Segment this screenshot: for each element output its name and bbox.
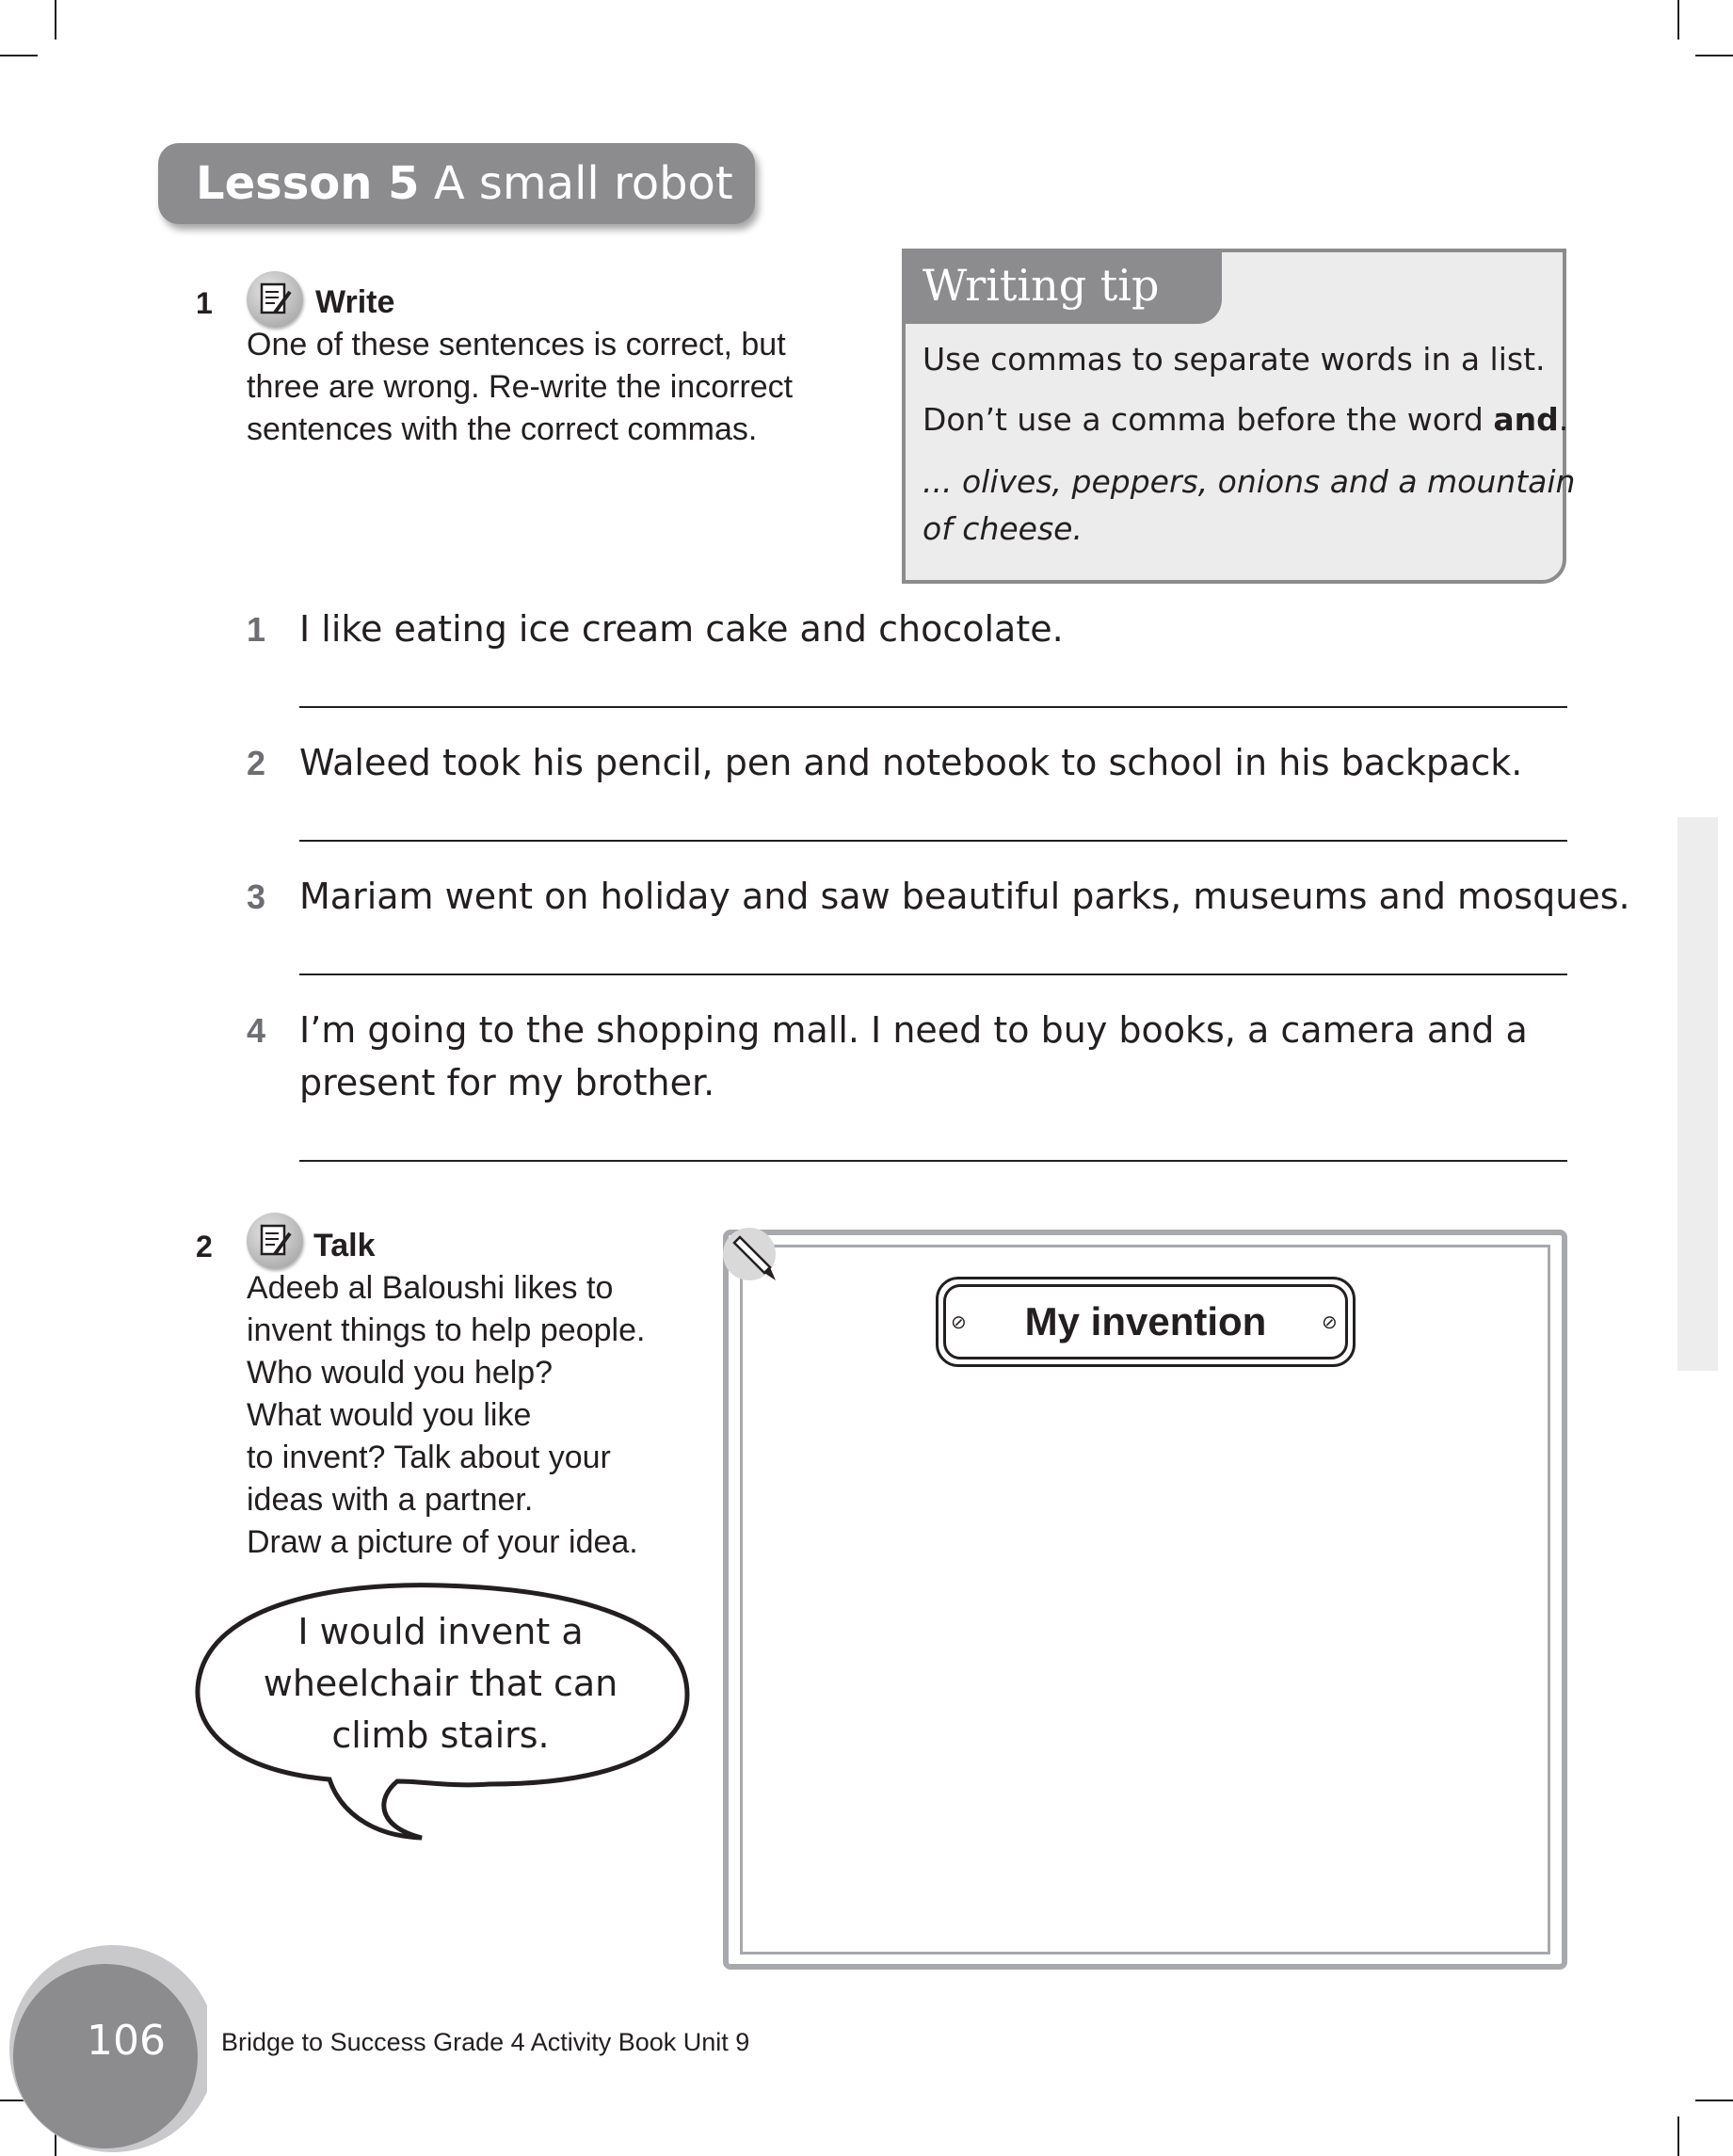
answer-line[interactable] xyxy=(299,840,1567,842)
sentence-text: present for my brother. xyxy=(299,1062,715,1103)
page-number: 106 xyxy=(87,2017,166,2065)
bubble-line: climb stairs. xyxy=(331,1714,550,1756)
sentence-number: 4 xyxy=(247,1011,266,1050)
instruction-text xyxy=(247,324,849,451)
pencil-icon xyxy=(721,1226,781,1286)
notepad-pencil-icon xyxy=(247,1213,303,1269)
instruction-text xyxy=(247,1267,698,1564)
crop-mark xyxy=(1695,2100,1733,2101)
screw-icon: ⊘ xyxy=(951,1312,967,1333)
invention-title xyxy=(943,1284,1348,1360)
tip-text: Don’t use a comma before the word xyxy=(923,401,1494,438)
instruction-line: Who would you help? xyxy=(247,1355,554,1391)
instruction-line: sentences with the correct commas. xyxy=(247,411,758,447)
footer-book-title xyxy=(221,2028,749,2057)
crop-mark xyxy=(55,0,56,40)
answer-line[interactable] xyxy=(299,1160,1567,1162)
speech-bubble-text xyxy=(252,1606,629,1762)
tip-text: . xyxy=(1558,401,1569,438)
tip-example: ... olives, peppers, onions and a mountain xyxy=(923,463,1576,500)
lesson-label: Lesson 5 xyxy=(196,157,420,210)
sentence-number: 1 xyxy=(247,610,266,649)
instruction-line: ideas with a partner. xyxy=(247,1482,534,1518)
instruction-line: One of these sentences is correct, but xyxy=(247,327,786,362)
footer-prefix: Bridge to Success xyxy=(221,2028,434,2056)
bubble-line: wheelchair that can xyxy=(263,1663,618,1704)
answer-line[interactable] xyxy=(299,973,1567,975)
instruction-line: What would you like xyxy=(247,1397,532,1433)
lesson-title: A small robot xyxy=(433,157,733,210)
crop-mark xyxy=(1677,2116,1679,2156)
crop-mark xyxy=(1695,55,1733,56)
footer-grade-unit: Grade 4 Activity Book Unit 9 xyxy=(433,2028,750,2056)
screw-icon: ⊘ xyxy=(1322,1312,1338,1333)
side-tab xyxy=(1677,817,1718,1371)
lesson-header xyxy=(158,143,755,224)
crop-mark xyxy=(1677,0,1679,40)
instruction-line: to invent? Talk about your xyxy=(247,1440,611,1475)
tip-line xyxy=(923,401,1568,438)
crop-mark xyxy=(0,55,38,56)
tip-example: of cheese. xyxy=(923,510,1083,547)
answer-line[interactable] xyxy=(299,706,1567,708)
tip-bold-word: and xyxy=(1493,401,1559,438)
instruction-line: three are wrong. Re-write the incorrect xyxy=(247,369,794,405)
writing-tip-title: Writing tip xyxy=(902,249,1222,324)
exercise-number: 1 xyxy=(196,286,213,320)
sentence-text: Mariam went on holiday and saw beautiful parks, museums and mosques. xyxy=(299,876,1630,917)
instruction-line: Draw a picture of your idea. xyxy=(247,1524,638,1560)
bubble-line: I would invent a xyxy=(297,1611,584,1652)
instruction-line: invent things to help people. xyxy=(247,1312,646,1348)
sentence-text: I like eating ice cream cake and chocolate. xyxy=(299,608,1064,650)
invention-title-text: My invention xyxy=(1024,1299,1267,1343)
notepad-pencil-icon xyxy=(247,271,303,328)
sentence-text: I’m going to the shopping mall. I need to buy books, a camera and a xyxy=(299,1009,1528,1051)
sentence-number: 3 xyxy=(247,877,266,916)
instruction-line: Adeeb al Baloushi likes to xyxy=(247,1270,614,1306)
sentence-text: Waleed took his pencil, pen and notebook to school in his backpack. xyxy=(299,742,1523,783)
tip-line: Use commas to separate words in a list. xyxy=(923,341,1546,378)
exercise-number: 2 xyxy=(196,1230,213,1263)
sentence-number: 2 xyxy=(247,744,266,782)
instruction-title: Talk xyxy=(313,1228,376,1263)
instruction-title: Write xyxy=(315,284,395,320)
